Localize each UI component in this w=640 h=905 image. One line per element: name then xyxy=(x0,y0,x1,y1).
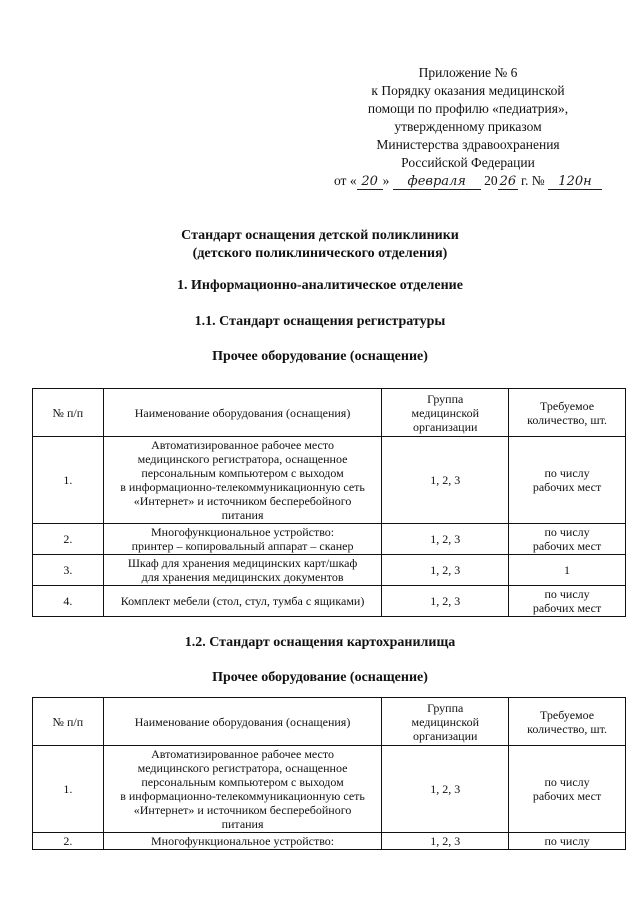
document-title xyxy=(0,227,640,263)
row-group: 1, 2, 3 xyxy=(382,833,509,850)
date-mid: » xyxy=(382,173,390,188)
row-name-line: Комплект мебели (стол, стул, тумба с ящиками) xyxy=(120,594,365,608)
row-group: 1, 2, 3 xyxy=(382,586,509,617)
row-qty-line: 1 xyxy=(564,563,571,577)
row-qty-line: рабочих мест xyxy=(532,539,602,553)
subsection-heading: 1.1. Стандарт оснащения регистратуры xyxy=(194,314,446,329)
equipment-table-registry xyxy=(32,388,626,617)
date-g: г. № xyxy=(520,173,545,188)
section-heading: 1. Информационно-аналитическое отделение xyxy=(177,278,463,293)
row-name-line: питания xyxy=(221,817,264,831)
row-qty-line: рабочих мест xyxy=(532,789,602,803)
row-name-line: Автоматизированное рабочее место xyxy=(151,438,334,452)
table-row xyxy=(33,437,626,524)
header-qty-line: количество, шт. xyxy=(527,412,607,427)
row-num: 1. xyxy=(33,437,104,524)
header-qty xyxy=(509,389,626,437)
handwritten-day: 20 xyxy=(357,175,383,190)
row-name-line: «Интернет» и источником бесперебойного xyxy=(133,803,352,817)
row-name-line: персональным компьютером с выходом xyxy=(141,775,344,789)
row-num: 2. xyxy=(33,524,104,555)
row-qty-line: рабочих мест xyxy=(532,601,602,615)
date-prefix: от « xyxy=(333,173,357,188)
row-name xyxy=(103,833,382,850)
header-name: Наименование оборудования (оснащения) xyxy=(103,389,382,437)
date-year-prefix: 20 xyxy=(484,173,498,188)
row-qty-line: по числу xyxy=(544,587,590,601)
row-group: 1, 2, 3 xyxy=(382,555,509,586)
table-header-row xyxy=(33,698,626,746)
row-name xyxy=(103,524,382,555)
header-group-line: организации xyxy=(413,419,478,434)
row-qty-line: по числу xyxy=(544,775,590,789)
annex-line: утвержденному приказом xyxy=(394,119,542,134)
row-name-line: медицинского регистратора, оснащенное xyxy=(137,452,348,466)
row-name-line: «Интернет» и источником бесперебойного xyxy=(133,494,352,508)
header-num: № п/п xyxy=(33,698,104,746)
annex-line: Российской Федерации xyxy=(401,155,535,170)
handwritten-order-number: 120н xyxy=(548,175,602,190)
row-qty-line: по числу xyxy=(544,466,590,480)
table-row xyxy=(33,833,626,850)
row-qty-line: по числу xyxy=(544,525,590,539)
header-qty xyxy=(509,698,626,746)
row-name-line: медицинского регистратора, оснащенное xyxy=(137,761,348,775)
document-title-line: Стандарт оснащения детской поликлиники xyxy=(181,228,459,243)
annex-line: Министерства здравоохранения xyxy=(376,137,560,152)
row-group: 1, 2, 3 xyxy=(382,524,509,555)
row-qty xyxy=(509,586,626,617)
document-title-line: (детского поликлинического отделения) xyxy=(192,246,448,261)
row-qty xyxy=(509,524,626,555)
row-qty xyxy=(509,437,626,524)
row-qty xyxy=(509,555,626,586)
handwritten-month: февраля xyxy=(393,175,481,190)
row-group: 1, 2, 3 xyxy=(382,437,509,524)
row-qty xyxy=(509,833,626,850)
annex-line: к Порядку оказания медицинской xyxy=(371,83,565,98)
table-row xyxy=(33,555,626,586)
header-group-line: организации xyxy=(413,728,478,743)
table-row xyxy=(33,746,626,833)
table-row xyxy=(33,586,626,617)
row-qty-line: рабочих мест xyxy=(532,480,602,494)
order-date-line xyxy=(318,172,618,190)
annex-block xyxy=(318,64,618,190)
header-group xyxy=(382,698,509,746)
table-caption: Прочее оборудование (оснащение) xyxy=(212,670,428,685)
row-name-line: Многофункциональное устройство: xyxy=(150,834,335,848)
equipment-table-archive xyxy=(32,697,626,850)
row-num: 1. xyxy=(33,746,104,833)
row-group: 1, 2, 3 xyxy=(382,746,509,833)
row-num: 3. xyxy=(33,555,104,586)
header-group-line: медицинской xyxy=(411,405,479,420)
row-name-line: в информационно-телекоммуникационную сеть xyxy=(120,480,365,494)
row-qty xyxy=(509,746,626,833)
header-group xyxy=(382,389,509,437)
header-group-line: медицинской xyxy=(411,714,479,729)
row-name-line: для хранения медицинских документов xyxy=(141,570,344,584)
annex-line: помощи по профилю «педиатрия», xyxy=(367,101,569,116)
row-name-line: Многофункциональное устройство: xyxy=(150,525,335,539)
row-name xyxy=(103,586,382,617)
row-name-line: в информационно-телекоммуникационную сеть xyxy=(120,789,365,803)
table-caption: Прочее оборудование (оснащение) xyxy=(212,349,428,364)
row-name xyxy=(103,555,382,586)
row-name-line: Шкаф для хранения медицинских карт/шкаф xyxy=(127,556,358,570)
header-group-line: Группа xyxy=(427,700,464,715)
row-name-line: персональным компьютером с выходом xyxy=(141,466,344,480)
header-qty-line: количество, шт. xyxy=(527,721,607,736)
table-row xyxy=(33,524,626,555)
header-num: № п/п xyxy=(33,389,104,437)
annex-line: Приложение № 6 xyxy=(418,65,518,80)
subsection-heading: 1.2. Стандарт оснащения картохранилища xyxy=(184,635,456,650)
row-name xyxy=(103,437,382,524)
row-name-line: принтер – копировальный аппарат – сканер xyxy=(131,539,354,553)
table-header-row xyxy=(33,389,626,437)
header-group-line: Группа xyxy=(427,391,464,406)
row-num: 4. xyxy=(33,586,104,617)
handwritten-year: 26 xyxy=(499,174,517,189)
header-qty-line: Требуемое xyxy=(540,707,595,722)
row-name-line: Автоматизированное рабочее место xyxy=(151,747,334,761)
header-qty-line: Требуемое xyxy=(540,398,595,413)
row-qty-line: по числу xyxy=(544,834,590,848)
header-name: Наименование оборудования (оснащения) xyxy=(103,698,382,746)
row-num: 2. xyxy=(33,833,104,850)
row-name-line: питания xyxy=(221,508,264,522)
row-name xyxy=(103,746,382,833)
